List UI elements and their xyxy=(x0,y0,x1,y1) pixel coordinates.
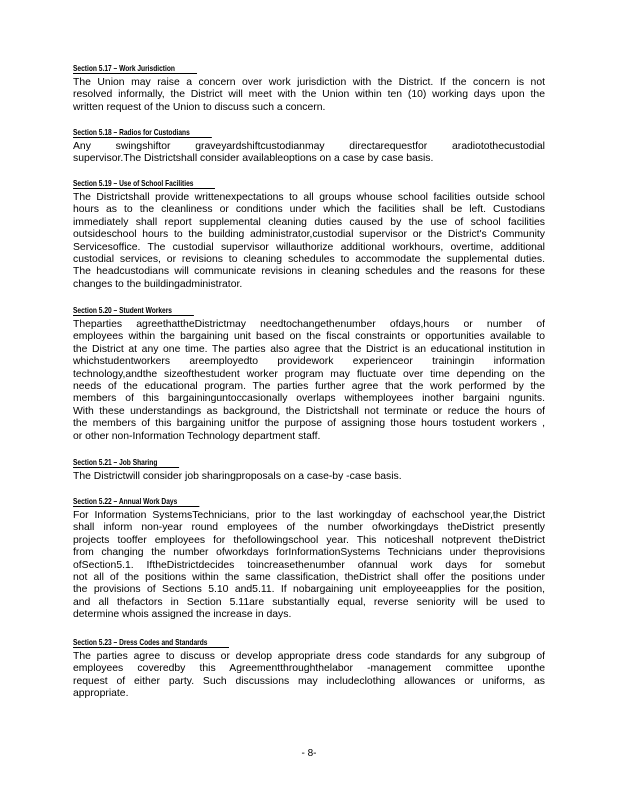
body-line: Servicesoffice. The custodial supervisor willauthorize additional workhours, overtime, additional xyxy=(73,241,545,253)
body-line: appropriate. xyxy=(73,688,129,700)
body-line: outsideschool hours to the building administrator,custodial supervisor or the District's Community xyxy=(73,229,545,241)
section-body xyxy=(73,471,545,483)
body-line: The Districtwill consider job sharingproposals on a case-by -case basis. xyxy=(73,471,402,482)
section-body xyxy=(73,77,545,114)
body-line: not all of the positions within the same classification, theDistrict shall offer the positions under xyxy=(73,572,545,584)
body-line: determine whois assigned the increase in days. xyxy=(73,609,292,621)
body-line: projects tooffer employees for thefollowingschool year. This noticeshall notprevent theDistrict xyxy=(73,534,545,546)
section-heading: Section 5.20 – Student Workers xyxy=(73,305,194,316)
body-line: the District at any one time. The parties also agree that the District is an educational institution in xyxy=(73,343,545,355)
body-line: from changing the number ofworkdays forInformationSystems Technicians under theprovisions xyxy=(73,547,545,559)
body-line: employees within the bargaining unit based on the fiscal constraints or opportunities available to xyxy=(73,331,545,343)
body-line: employees coveredby this Agreementthroughthelabor -management committee uponthe xyxy=(73,663,545,675)
body-line: The headcustodians will communicate revisions in cleaning schedules and the reasons for these xyxy=(73,266,545,278)
body-line: the provisions of Sections 5.10 and5.11. If nobargaining unit employeeapplies for the position, xyxy=(73,584,545,596)
section-body xyxy=(73,141,545,166)
page-number: - 8- xyxy=(301,748,317,759)
section-5-19 xyxy=(73,173,545,291)
body-line: changes to the buildingadministrator. xyxy=(73,278,243,290)
body-line: written request of the Union to discuss such a concern. xyxy=(73,101,326,113)
body-line: hours as to the cleanliness or conditions under which the facilities shall be left. Custodians xyxy=(73,204,545,216)
body-line: needs of the educational program. The parties further agree that the work performed by the xyxy=(73,381,545,393)
section-heading: Section 5.23 – Dress Codes and Standards xyxy=(73,637,229,648)
section-body xyxy=(73,651,545,701)
section-5-20 xyxy=(73,300,545,443)
section-body xyxy=(73,510,545,622)
body-line: With these understandings as background, the Districtshall not terminate or reduce the hours of xyxy=(73,405,545,417)
section-5-22 xyxy=(73,491,545,622)
body-line: immediately shall report supplemental cleaning duties caused by the use of school facilities xyxy=(73,216,545,228)
body-line: the members of this bargaining unitfor the purpose of assigning those hours tostudent workers , xyxy=(73,418,545,430)
section-5-21 xyxy=(73,452,545,483)
body-line: The Districtshall provide writtenexpectations to all groups whouse school facilities outside school xyxy=(73,192,545,203)
section-heading: Section 5.21 – Job Sharing xyxy=(73,457,179,468)
body-line: supervisor.The Districtshall consider availableoptions on a case by case basis. xyxy=(73,153,434,165)
section-5-18 xyxy=(73,122,545,166)
section-5-17 xyxy=(73,58,545,114)
body-line: Theparties agreethattheDistrictmay needtochangethenumber ofdays,hours or number of xyxy=(73,319,545,330)
body-line: whichstudentworkers areemployedto providework experienceor trainingin information xyxy=(73,356,545,368)
body-line: The Union may raise a concern over work jurisdiction with the District. If the concern is not xyxy=(73,77,545,88)
body-line: Any swingshiftor graveyardshiftcustodianmay directarequestfor aradiotothecustodial xyxy=(73,141,545,152)
body-line: request of either party. Such discussions may includeclothing allowances or uniforms, as xyxy=(73,675,545,687)
body-line: and all thefactors in Section 5.11are substantially equal, reverse seniority will be used to xyxy=(73,596,545,608)
section-5-23 xyxy=(73,632,545,701)
body-line: The parties agree to discuss or develop appropriate dress code standards for any subgroup of xyxy=(73,651,545,662)
section-heading: Section 5.19 – Use of School Facilities xyxy=(73,178,215,189)
body-line: custodial services, or revisions to cleaning schedules to accommodate the supplemental duties. xyxy=(73,254,545,266)
section-heading: Section 5.17 – Work Jurisdiction xyxy=(73,63,197,74)
section-heading: Section 5.22 – Annual Work Days xyxy=(73,496,199,507)
body-line: technology,andthe sizeofthestudent worker program may fluctuate over time depending on the xyxy=(73,368,545,380)
body-line: or other non-Information Technology department staff. xyxy=(73,430,321,442)
body-line: ofSection5.1. IftheDistrictdecides toincreasethenumber ofannual work days for somebut xyxy=(73,559,545,571)
section-body xyxy=(73,319,545,443)
section-heading: Section 5.18 – Radios for Custodians xyxy=(73,127,212,138)
section-body xyxy=(73,192,545,291)
body-line: resolved informally, the District will meet with the Union within ten (10) working days upon the xyxy=(73,89,545,101)
body-line: For Information SystemsTechnicians, prior to the last workingday of eachschool year,the District xyxy=(73,510,545,521)
body-line: members of this bargaininguntoccasionally overlaps withemployees inother bargaini ngunits. xyxy=(73,393,545,405)
body-line: shall inform non-year round employees of the number ofworkingdays theDistrict presently xyxy=(73,522,545,534)
